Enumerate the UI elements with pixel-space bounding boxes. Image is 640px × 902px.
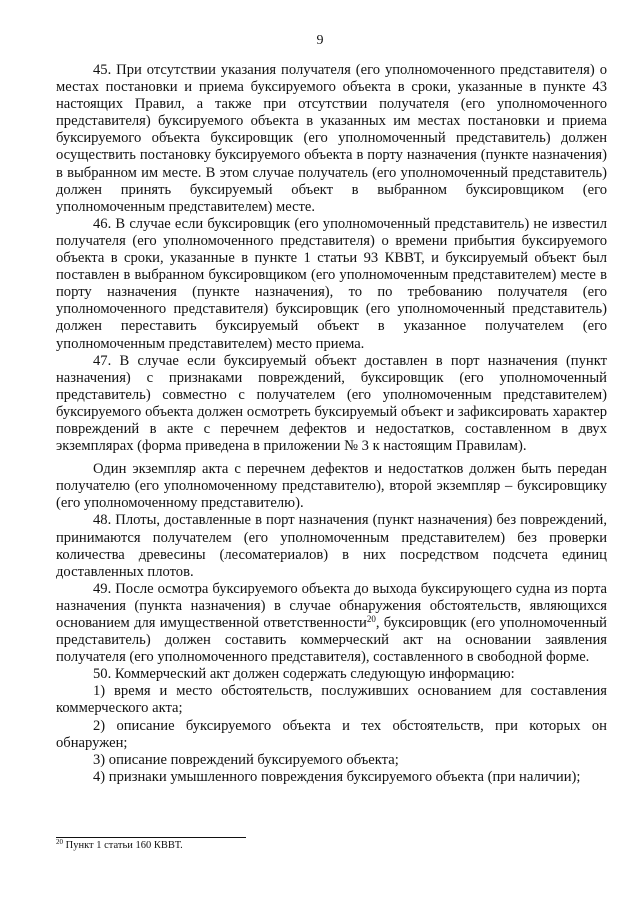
footnote-text: Пункт 1 статьи 160 КВВТ. [63,840,183,851]
paragraph-45: 45. При отсутствии указания получателя (его уполномоченного представителя) о местах постановки и приема буксируемого объекта в сроки, указанные в пункте 43 настоящих Правил, а также при отсутствии получателя (его уполномоченного представителя) буксируемого объекта в указанных им местах постановки и приема буксируемого объекта буксировщик (его уполномоченный представитель) должен осуществить постановку буксируемого объекта в порту назначения (пункте назначения) в выбранном им месте. В этом случае получатель (его уполномоченный представитель) должен принять буксируемый объект в выбранном буксировщиком (его уполномоченным представителем) месте. [56,62,607,215]
paragraph-50: 50. Коммерческий акт должен содержать следующую информацию: [93,666,515,683]
paragraph-47-continued: Один экземпляр акта с перечнем дефектов и недостатков должен быть передан получателю (его уполномоченному представителю), второй экземпляр – буксировщику (его уполномоченному представителю). [56,461,607,512]
list-item-2: 2) описание буксируемого объекта и тех обстоятельств, при которых он обнаружен; [56,717,607,751]
paragraph-46: 46. В случае если буксировщик (его уполномоченный представитель) не известил получателя (его уполномоченного представителя) о времени прибытия буксируемого объекта в сроки, указанные в пункте 1 статьи 93 КВВТ, и буксируемый объект был поставлен в выбранном буксировщиком (его уполномоченным представителем) месте в порту назначения (пункте назначения), то по требованию получателя (его уполномоченного представителя) буксировщик (его уполномоченный представитель) должен переставить буксируемый объект в указанное получателем (его уполномоченным представителем) место приема. [56,215,607,352]
paragraph-49-text: 49. После осмотра буксируемого объекта до выхода буксирующего судна из порта назначения (пункта назначения) в случае обнаружения обстоятельств, являющихся основанием для имущественной ответственности [56,580,607,631]
list-item-1: 1) время и место обстоятельств, послуживших основанием для составления коммерческого акта; [56,683,607,717]
page-number: 9 [316,33,324,48]
paragraph-49 [56,581,607,666]
footnote-mark: 20 [56,838,63,846]
document-body [56,62,607,786]
list-item-4: 4) признаки умышленного повреждения буксируемого объекта (при наличии); [93,768,581,785]
footnote-20 [56,839,607,852]
list-item-3: 3) описание повреждений буксируемого объекта; [93,751,399,768]
paragraph-47: 47. В случае если буксируемый объект доставлен в порт назначения (пункт назначения) с признаками повреждений, буксировщик (его уполномоченный представитель) совместно с получателем (его уполномоченным представителем) буксируемого объекта должен осмотреть буксируемый объект и зафиксировать характер повреждений в акте с перечнем дефектов и недостатков, составленном в двух экземплярах (форма приведена в приложении № 3 к настоящим Правилам). [56,352,607,455]
paragraph-48: 48. Плоты, доставленные в порт назначения (пункт назначения) без повреждений, принимаются получателем (его уполномоченным представителем) без проверки количества древесины (лесоматериалов) в них посредством подсчета единиц доставленных плотов. [56,512,607,580]
footnote-reference-20[interactable]: 20 [366,614,376,624]
footnote-divider [56,837,246,838]
paragraph-49-text-after: , буксировщик (его уполномоченный представитель) должен составить коммерческий акт на основании заявления получателя (его уполномоченного представителя), составленного в свободной форме. [56,615,607,666]
